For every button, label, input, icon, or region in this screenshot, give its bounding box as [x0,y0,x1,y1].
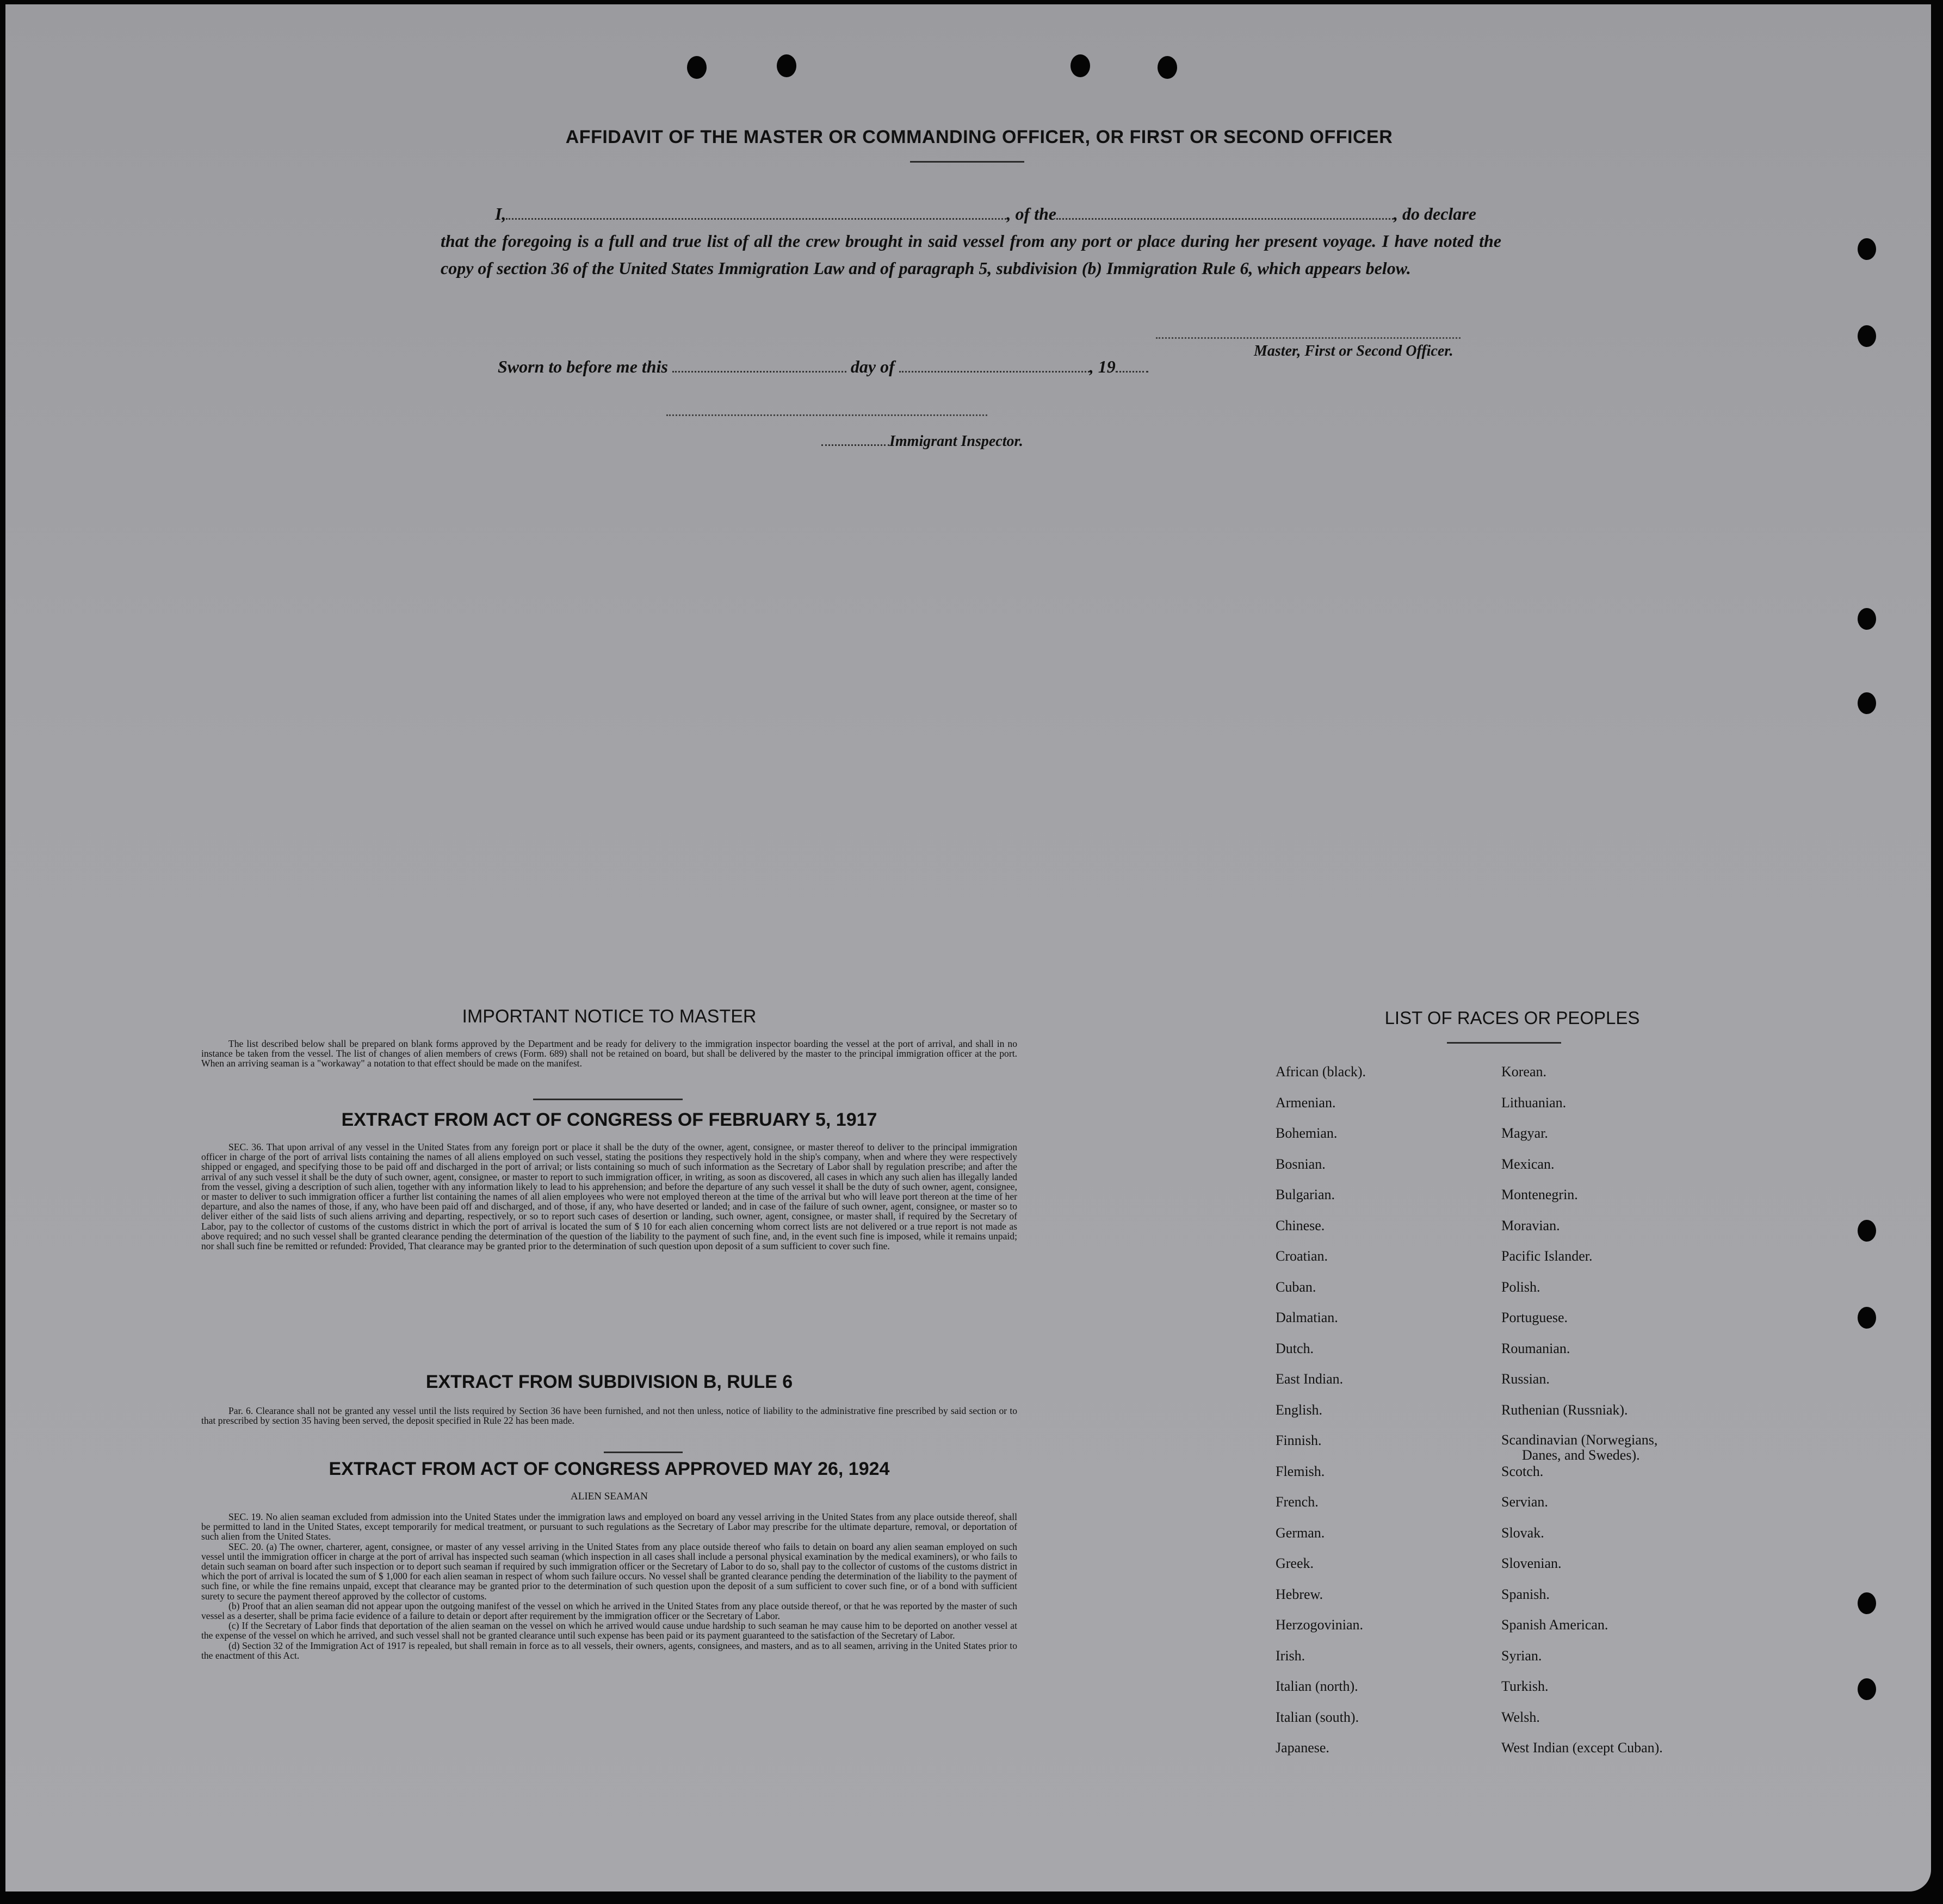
races-right-column [1501,1064,1730,1771]
extract-1924-title: EXTRACT FROM ACT OF CONGRESS APPROVED MAY 26, 1924 [329,1459,890,1479]
race-item: German. [1276,1524,1325,1541]
notice-title: IMPORTANT NOTICE TO MASTER [462,1006,757,1027]
sec36-paragraph: SEC. 36. That upon arrival of any vessel in the United States from any foreign port or place it shall be the duty of the owner, agent, consignee, or master thereof to deliver to the principal immigration officer in charge of the port of arrival lists containing the names of all aliens employed on such vessel, stating the positions they respectively hold in the ship's company, when and where they were respectively shipped or engaged, and specifying those to be paid off and discharged in the port of arrival; or lists containing so much of such information as the Secretary of Labor shall by regulation prescribe; and after the arrival of any such vessel it shall be the duty of such owner, agent, consignee, or master to report to such immigration officer, in writing, as soon as discovered, all cases in which any such alien has illegally landed from the vessel, giving a description of such alien, together with any information likely to lead to his apprehension; and before the departure of any such vessel it shall be the duty of such owner, agent, consignee, or master to deliver to such immigration officer a further list containing the names of all alien employees who were not employed thereon at the time of the arrival but who will leave port thereon at the time of her departure, and also the names of those, if any, who have been paid off and discharged, and of those, if any, who have deserted or landed; and in case of the failure of such owner, agent, consignee, or master so to deliver either of the said lists of such aliens arriving and departing, respectively, or so to report such cases of desertion or landing, such owner, agent, consignee, or master shall, if required by the Secretary of Labor, pay to the collector of customs of the customs district in which the port of arrival is located the sum of $ 10 for each alien concerning whom correct lists are not delivered or a true report is not made as above required; and no such vessel shall be granted clearance pending the determination of the question of the liability to the payment of such fine, and, in the event such fine is imposed, while it remains unpaid; nor shall such fine be remitted or refunded: Provided, That clearance may be granted prior to the determination of such question upon deposit of a sum sufficient to cover such fine. [201,1142,1017,1252]
race-item: Portuguese. [1501,1310,1568,1325]
year-prefix-label: , 19 [1089,357,1116,376]
punch-hole [777,54,796,77]
document-sheet [5,4,1931,1891]
master-signature-label: Master, First or Second Officer. [1254,343,1453,359]
notice-text [201,1039,1017,1069]
race-item: Russian. [1501,1371,1550,1387]
race-item: Danes, and Swedes). [1522,1447,1640,1463]
race-item: Spanish American. [1501,1617,1608,1633]
punch-hole [1070,54,1090,77]
inspector-name-field[interactable] [821,433,889,446]
sworn-line [498,357,1148,377]
race-item: Roumanian. [1501,1340,1570,1356]
inspector-signature-field[interactable] [666,413,987,416]
extract-1917-title: EXTRACT FROM ACT OF CONGRESS OF FEBRUARY 5, 1917 [341,1109,877,1130]
par6-paragraph: Par. 6. Clearance shall not be granted any vessel until the lists required by Section 36 have been furnished, and not then unless, notice of liability to the administrative fine prescribed by said section or to that prescribed by section 35 having been served, the deposit specified in Rule 22 has been made. [201,1405,1017,1427]
race-item: Italian (south). [1276,1709,1359,1725]
sec20c-paragraph: (c) If the Secretary of Labor finds that deportation of the alien seaman on the vessel on which he arrived would cause undue hardship to such seaman he may cause him to be deported on another vessel at the expense of the vessel on which he arrived, and such vessel shall not be granted clearance until such expense has been paid or its payment guaranteed to the satisfaction of the Secretary of Labor. [201,1620,1017,1641]
races-list-title: LIST OF RACES OR PEOPLES [1384,1008,1640,1028]
race-item: Slovenian. [1501,1555,1562,1571]
punch-hole [1858,1678,1876,1700]
of-the-label: , of the [1006,204,1056,224]
race-item: Herzogovinian. [1276,1617,1364,1633]
race-item: Slovak. [1501,1524,1544,1541]
affidavit-title: AFFIDAVIT OF THE MASTER OR COMMANDING OFFICER, OR FIRST OR SECOND OFFICER [565,127,1393,147]
race-item: Dutch. [1276,1340,1314,1356]
punch-hole [1858,238,1876,260]
race-item: Chinese. [1276,1217,1325,1233]
notice-paragraph: The list described below shall be prepared on blank forms approved by the Department and be ready for delivery to the immigration inspector boarding the vessel at the port of arrival, and shall in no instance be taken from the vessel. The list of changes of alien members of crews (Form. 689) shall not be retained on board, but shall be delivered by the master to the principal immigration officer at the port. When an arriving seaman is a "workaway" a notation to that effect should be made on the manifest. [201,1038,1017,1069]
punch-hole [1858,325,1876,347]
race-item: Bohemian. [1276,1125,1338,1141]
title-rule [910,161,1024,163]
master-signature-field[interactable] [1156,336,1461,339]
race-item: Dalmatian. [1276,1310,1338,1325]
section-rule [604,1452,683,1453]
race-item-two-line [1501,1432,1730,1463]
race-item: Turkish. [1501,1678,1549,1694]
punch-hole [1858,1592,1876,1614]
do-declare-label: , do declare [1394,204,1476,224]
vessel-name-field[interactable] [1056,204,1394,220]
extract-rule6-title: EXTRACT FROM SUBDIVISION B, RULE 6 [425,1372,793,1392]
section-rule [533,1099,683,1100]
race-item: Ruthenian (Russniak). [1501,1401,1628,1418]
race-item: Hebrew. [1276,1586,1323,1602]
extract-1917-text [201,1142,1017,1251]
race-item: Bosnian. [1276,1156,1326,1172]
race-item: Syrian. [1501,1647,1542,1664]
punch-hole [1858,1307,1876,1329]
day-of-label: day of [850,357,895,376]
races-left-column [1276,1064,1504,1771]
race-item: French. [1276,1494,1319,1510]
race-item: Irish. [1276,1647,1305,1664]
punch-hole [1158,56,1177,79]
race-item: East Indian. [1276,1371,1344,1387]
race-item: Magyar. [1501,1125,1548,1141]
punch-hole [1858,1220,1876,1242]
race-item: Mexican. [1501,1156,1555,1172]
race-item: Spanish. [1501,1586,1550,1602]
extract-1924-text [201,1512,1017,1660]
race-item: Finnish. [1276,1432,1322,1448]
sec19-paragraph: SEC. 19. No alien seaman excluded from admission into the United States under the immigration laws and employed on board any vessel arriving in the United States from any place outside thereof, shall be permitted to land in the United States, except temporarily for medical treatment, or pursuant to such regulations as the Secretary of Labor may prescribe for the ultimate departure, removal, or deportation of such alien from the United States. [201,1511,1017,1542]
sworn-year-field[interactable] [1116,357,1148,373]
extract-rule6-text [201,1406,1017,1425]
inspector-label: Immigrant Inspector. [889,433,1023,450]
sec20d-paragraph: (d) Section 32 of the Immigration Act of 1917 is repealed, but shall remain in force as to all vessels, their owners, agents, consignees, and masters, and as to all seamen, arriving in the United States prior to the enactment of this Act. [201,1640,1017,1661]
declarant-label: I, [495,204,506,224]
race-item: Bulgarian. [1276,1187,1335,1202]
sworn-day-field[interactable] [672,357,846,373]
sworn-label: Sworn to before me this [498,357,668,376]
race-item: English. [1276,1401,1322,1418]
declaration-text: that the foregoing is a full and true list of all the crew brought in said vessel from any port or place during her present voyage. I have noted the copy of section 36 of the United States Immigration Law and of paragraph 5, subdivision (b) Immigration Rule 6, which appears below. [441,231,1501,278]
race-item: Servian. [1501,1494,1548,1510]
race-item: Pacific Islander. [1501,1248,1593,1264]
race-item: Armenian. [1276,1094,1336,1111]
sworn-month-field[interactable] [899,357,1090,373]
race-item: Japanese. [1276,1740,1329,1756]
punch-hole [687,56,707,79]
affidavit-declaration [441,200,1501,282]
race-item: Flemish. [1276,1463,1325,1479]
race-item: Moravian. [1501,1217,1560,1233]
title-rule [1447,1042,1561,1044]
race-item: Polish. [1501,1279,1540,1295]
race-item: Montenegrin. [1501,1187,1578,1202]
race-item: West Indian (except Cuban). [1501,1740,1663,1756]
race-item: Greek. [1276,1555,1314,1571]
race-item: African (black). [1276,1064,1366,1080]
race-item: Cuban. [1276,1279,1316,1295]
inspector-line [821,433,1023,450]
sec20a-paragraph: SEC. 20. (a) The owner, charterer, agent, consignee, or master of any vessel arriving in the United States from any place outside thereof who fails to detain on board any alien seaman employed on such vessel until the immigration officer in charge at the port of arrival has inspected such seaman (which inspection in all cases shall include a personal physical examination by the medical examiners), or who fails to detain such seaman on board after such inspection or to deport such seaman if required by such immigration officer or the Secretary of Labor to do so, shall pay to the collector of customs of the customs district in which the port of arrival is located the sum of $ 1,000 for each alien seaman in respect of whom such failure occurs. No vessel shall be granted clearance pending the determination of the liability to the payment of such fine, or while the fine remains unpaid, except that clearance may be granted prior to the determination of such question upon the deposit of a sum sufficient to cover such fine, or of a bond with sufficient surety to secure the payment thereof approved by the collector of customs. [201,1541,1017,1602]
race-item: Italian (north). [1276,1678,1358,1694]
declarant-name-field[interactable] [506,204,1006,220]
race-item: Scandinavian (Norwegians, [1501,1432,1658,1448]
race-item: Scotch. [1501,1463,1544,1479]
race-item: Croatian. [1276,1248,1328,1264]
race-item: Welsh. [1501,1709,1540,1725]
race-item: Korean. [1501,1064,1547,1080]
punch-hole [1858,608,1876,630]
race-item: Lithuanian. [1501,1094,1567,1111]
punch-hole [1858,692,1876,714]
sec20b-paragraph: (b) Proof that an alien seaman did not appear upon the outgoing manifest of the vessel on which he arrived in the United States from any place outside thereof, or that he was reported by the master of such vessel as a deserter, shall be prima facie evidence of a failure to detain or deport after requirement by the immigration officer or the Secretary of Labor. [201,1600,1017,1622]
alien-seaman-subtitle: ALIEN SEAMAN [571,1491,648,1502]
